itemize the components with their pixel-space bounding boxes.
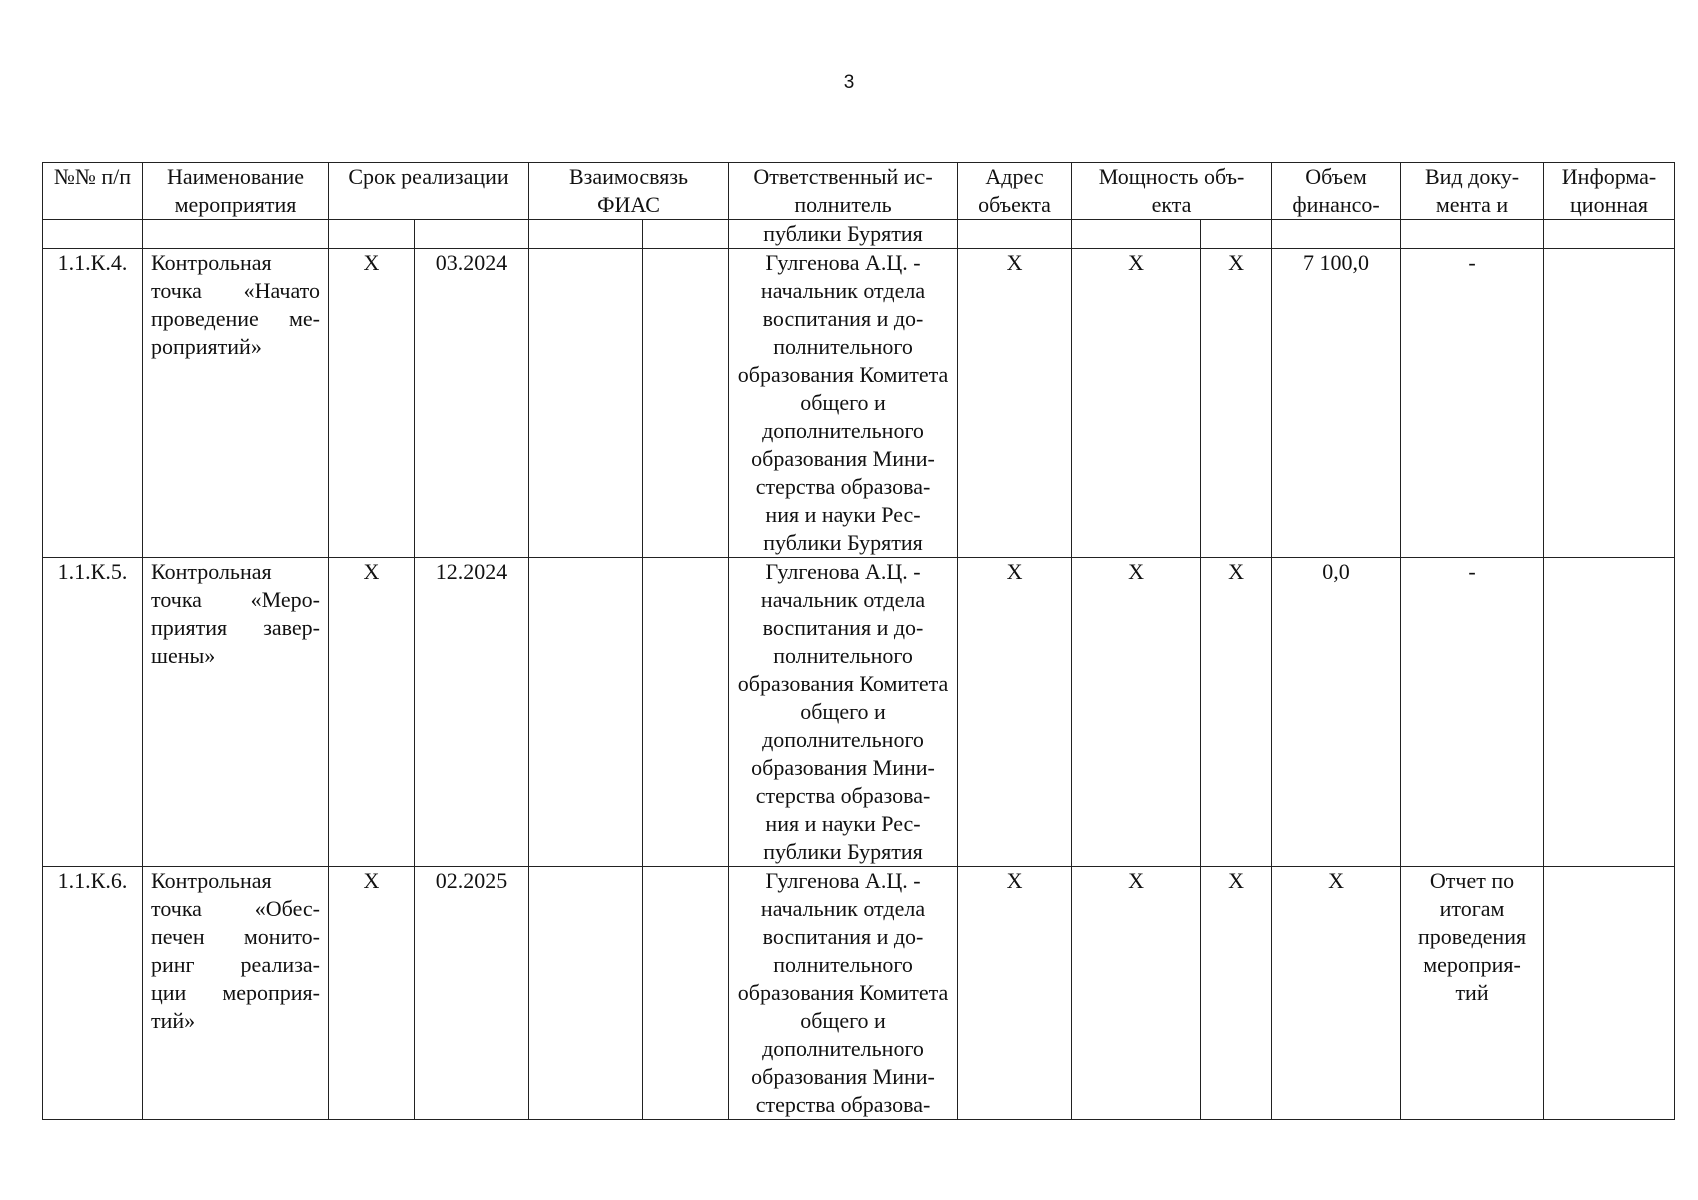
row-capacity-2: Х xyxy=(1201,249,1272,558)
row-name: Контрольная точка «Меро- приятия завер- шены» xyxy=(143,558,329,867)
row-responsible: Гулгенова А.Ц. - начальник отдела воспитания и до- полнительного образования Комитета общего и дополнительного образования Мини- стерства образова- ния и науки Рес- публики Бурятия xyxy=(729,249,958,558)
row-term-end: 02.2025 xyxy=(415,867,529,1120)
header-fias: Взаимосвязь ФИАС xyxy=(529,163,729,220)
row-term-start: Х xyxy=(329,867,415,1120)
header-term: Срок реализации xyxy=(329,163,529,220)
header-finance: Объем финансо- xyxy=(1272,163,1401,220)
header-num: №№ п/п xyxy=(43,163,143,220)
row-responsible: Гулгенова А.Ц. - начальник отдела воспитания и до- полнительного образования Комитета общего и дополнительного образования Мини- стерства образова- ния и науки Рес- публики Бурятия xyxy=(729,558,958,867)
row-capacity-2: Х xyxy=(1201,867,1272,1120)
page-number: 3 xyxy=(843,72,855,93)
row-fias-1 xyxy=(529,558,643,867)
table-row xyxy=(43,558,1675,867)
row-fias-2 xyxy=(643,249,729,558)
row-info xyxy=(1544,249,1675,558)
row-finance: Х xyxy=(1272,867,1401,1120)
continuation-row xyxy=(43,220,1675,249)
row-name: Контрольная точка «Обес- печен монито- ринг реализа- ции мероприя- тий» xyxy=(143,867,329,1120)
row-num: 1.1.К.5. xyxy=(43,558,143,867)
continuation-responsible: публики Бурятия xyxy=(729,220,958,249)
row-address: Х xyxy=(958,249,1072,558)
row-doc-type: - xyxy=(1401,249,1544,558)
row-num: 1.1.К.6. xyxy=(43,867,143,1120)
table-row xyxy=(43,249,1675,558)
row-address: Х xyxy=(958,867,1072,1120)
row-capacity-1: Х xyxy=(1072,867,1201,1120)
row-term-start: Х xyxy=(329,558,415,867)
row-term-start: Х xyxy=(329,249,415,558)
header-address: Адрес объекта xyxy=(958,163,1072,220)
header-info: Информа- ционная xyxy=(1544,163,1675,220)
row-capacity-1: Х xyxy=(1072,249,1201,558)
row-finance: 7 100,0 xyxy=(1272,249,1401,558)
row-name: Контрольная точка «Начато проведение ме- роприятий» xyxy=(143,249,329,558)
row-doc-type: - xyxy=(1401,558,1544,867)
table-header-row xyxy=(43,163,1675,220)
header-doc-type: Вид доку- мента и xyxy=(1401,163,1544,220)
row-fias-2 xyxy=(643,558,729,867)
table-row xyxy=(43,867,1675,1120)
row-info xyxy=(1544,867,1675,1120)
header-capacity: Мощность объ- екта xyxy=(1072,163,1272,220)
row-term-end: 03.2024 xyxy=(415,249,529,558)
row-fias-1 xyxy=(529,249,643,558)
row-capacity-1: Х xyxy=(1072,558,1201,867)
row-finance: 0,0 xyxy=(1272,558,1401,867)
row-doc-type: Отчет по итогам проведения мероприя- тий xyxy=(1401,867,1544,1120)
activities-table xyxy=(42,162,1675,1120)
header-name: Наименование мероприятия xyxy=(143,163,329,220)
header-responsible: Ответственный ис- полнитель xyxy=(729,163,958,220)
row-responsible: Гулгенова А.Ц. - начальник отдела воспитания и до- полнительного образования Комитета общего и дополнительного образования Мини- стерства образова- xyxy=(729,867,958,1120)
row-num: 1.1.К.4. xyxy=(43,249,143,558)
row-fias-2 xyxy=(643,867,729,1120)
row-address: Х xyxy=(958,558,1072,867)
row-info xyxy=(1544,558,1675,867)
row-term-end: 12.2024 xyxy=(415,558,529,867)
row-capacity-2: Х xyxy=(1201,558,1272,867)
row-fias-1 xyxy=(529,867,643,1120)
